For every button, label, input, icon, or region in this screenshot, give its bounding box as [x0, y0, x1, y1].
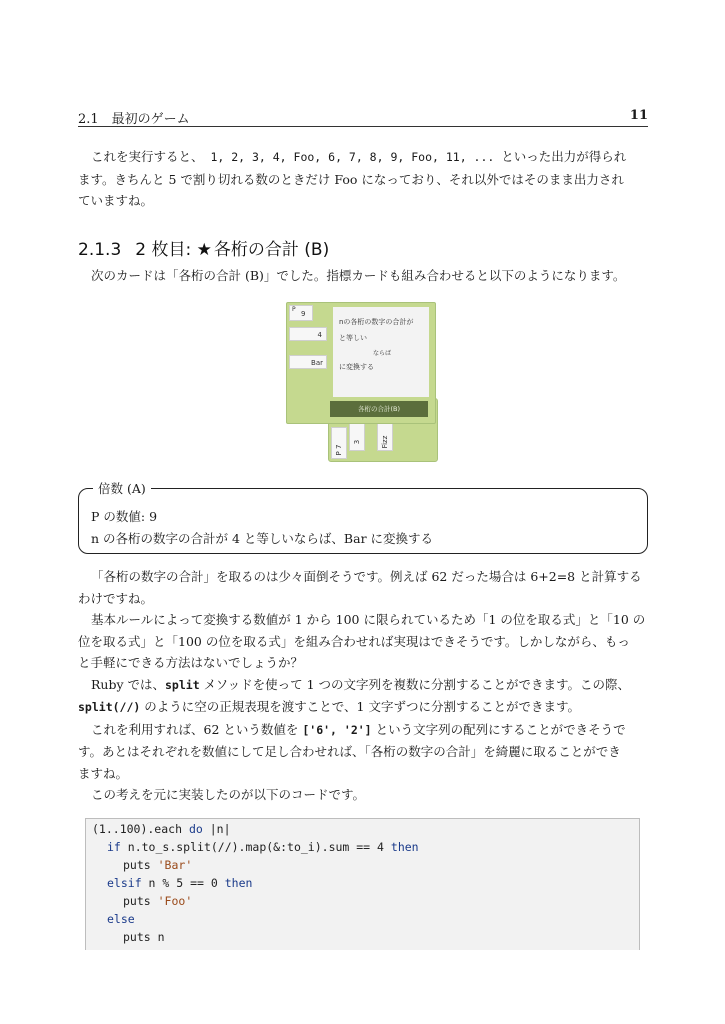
frame-line-2: n の各桁の数字の合計が 4 と等しいならば、Bar に変換する: [91, 531, 434, 546]
code-line-2: if n.to_s.split(//).map(&:to_i).sum == 4 then: [107, 840, 419, 854]
value-bar-box: Bar: [289, 355, 327, 369]
body-paragraphs: [78, 566, 648, 806]
slot-p7: P 7: [331, 427, 347, 459]
inline-code: split(//): [78, 700, 141, 714]
slot-3: 3: [349, 419, 365, 451]
intro-paragraph: [78, 146, 648, 212]
frame-title: 倍数 (A): [93, 479, 151, 497]
inline-code: ['6', '2']: [302, 722, 372, 737]
page-number: 11: [629, 108, 648, 123]
card-text-box: nの各桁の数字の合計が と等しい ならば に変換する: [333, 307, 429, 397]
body-line: 基本ルールによって変換する数値が 1 から 100 に限られているため「1 の位を取る式」と「10 の: [91, 612, 646, 627]
code-line-3: puts 'Bar': [123, 858, 193, 872]
subsection-heading: [78, 235, 329, 260]
heading-title: 各桁の合計 (B): [213, 240, 330, 260]
intro-line-3: ていますね。: [78, 193, 154, 208]
body-line: 位を取る式」と「100 の位を取る式」を組み合わせれば実現はできそうです。しかしながら、もっ: [78, 633, 630, 649]
body-line: と手軽にできる方法はないでしょうか？: [78, 655, 304, 670]
body-line: 「各桁の数字の合計」を取るのは少々面倒そうです。例えば 62 だった場合は 6+2=8 と計算する: [91, 569, 642, 584]
multiple-frame: [78, 481, 648, 554]
code-line-1: (1..100).each do |n|: [92, 822, 231, 836]
body-line: わけですね。: [78, 590, 154, 606]
card-tab-label: 各桁の合計(B): [330, 401, 428, 417]
page-header: [78, 108, 648, 127]
card-intro-text: 次のカードは「各桁の合計 (B)」でした。指標カードも組み合わせると以下のようになります。: [91, 268, 626, 283]
code-line-6: else: [107, 912, 135, 926]
code-line-5: puts 'Foo': [123, 894, 193, 908]
heading-prefix: 2 枚目:: [135, 240, 197, 260]
value-4-box: 4: [289, 327, 327, 341]
intro-line-2: ます。きちんと 5 で割り切れる数のときだけ Foo になっており、それ以外ではそのまま出力され: [78, 171, 624, 187]
heading-number: 2.1.3: [78, 240, 122, 260]
intro-text-end: といった出力が得られ: [501, 149, 627, 164]
body-line: split(//) のように空の正規表現を渡すことで、1 文字ずつに分割することができます。: [78, 699, 580, 714]
body-line: Ruby では、split メソッドを使って 1 つの文字列を複数に分割することができます。この際、: [91, 676, 630, 692]
section-title: 2.1 最初のゲーム: [78, 112, 190, 127]
star-icon: ★: [196, 240, 212, 260]
body-line: す。あとはそれぞれを数値にして足し合わせれば、「各桁の数字の合計」を綺麗に取ることができ: [78, 744, 621, 759]
code-block: [85, 818, 640, 950]
card-intro-paragraph: [78, 265, 648, 287]
body-line: この考えを元に実装したのが以下のコードです。: [91, 787, 366, 802]
intro-text: これを実行すると、: [91, 149, 204, 164]
body-line: これを利用すれば、62 という数値を ['6', '2'] という文字列の配列にすることができそうで: [91, 721, 626, 737]
intro-output: 1, 2, 3, 4, Foo, 6, 7, 8, 9, Foo, 11, ...: [203, 150, 502, 164]
code-line-7: puts n: [123, 930, 165, 944]
corner-box: P 9: [289, 305, 313, 321]
inline-code: split: [165, 677, 200, 692]
frame-line-1: P の数値: 9: [91, 509, 158, 524]
card-figure: [282, 300, 442, 462]
slot-fizz: Fizz: [377, 413, 393, 451]
body-line: ますね。: [78, 765, 129, 781]
code-line-4: elsif n % 5 == 0 then: [107, 876, 253, 890]
